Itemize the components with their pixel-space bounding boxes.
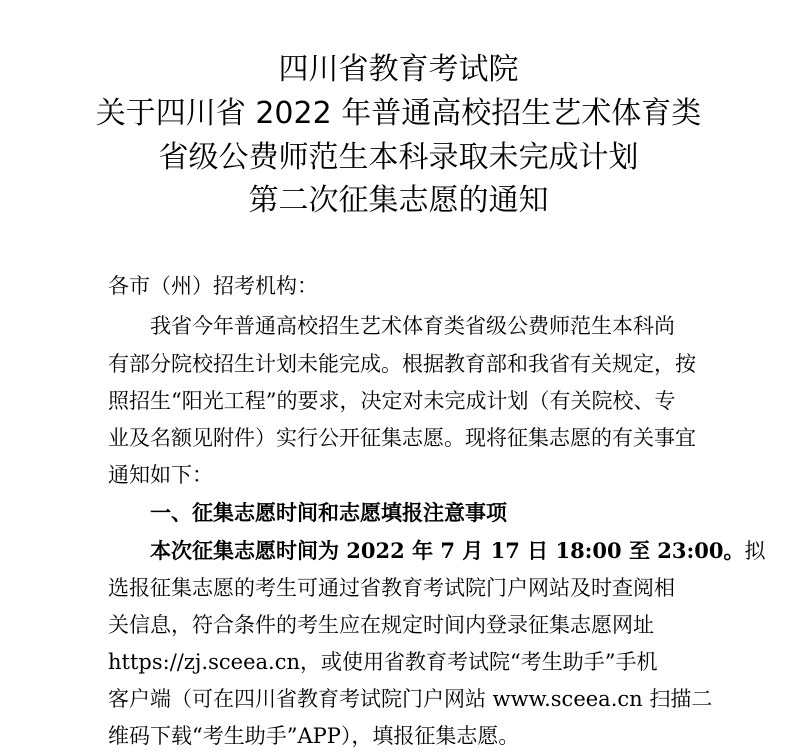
paragraph-2-line-4: https://zj.sceea.cn，或使用省教育考试院“考生助手”手机 <box>108 650 658 674</box>
paragraph-1-line-5: 通知如下： <box>108 463 213 487</box>
document-title-line-1: 四川省教育考试院 <box>278 52 519 87</box>
salutation: 各市（州）招考机构： <box>108 274 318 298</box>
document-title-line-4: 第二次征集志愿的通知 <box>248 183 549 218</box>
paragraph-1-line-3: 照招生“阳光工程”的要求，决定对未完成计划（有关院校、专 <box>108 389 676 413</box>
paragraph-1-line-2: 有部分院校招生计划未能完成。根据教育部和我省有关规定，按 <box>108 352 696 376</box>
paragraph-2-line-2: 选报征集志愿的考生可通过省教育考试院门户网站及时查阅相 <box>108 576 675 600</box>
paragraph-2-line-5: 客户端（可在四川省教育考试院门户网站 www.sceea.cn 扫描二 <box>108 687 713 711</box>
paragraph-1-line-4: 业及名额见附件）实行公开征集志愿。现将征集志愿的有关事宜 <box>108 426 696 450</box>
paragraph-1-line-1: 我省今年普通高校招生艺术体育类省级公费师范生本科尚 <box>150 314 675 338</box>
document-title-line-2: 关于四川省 2022 年普通高校招生艺术体育类 <box>95 96 702 131</box>
section-1-heading: 一、征集志愿时间和志愿填报注意事项 <box>150 501 507 525</box>
paragraph-2-line-1-rest: 拟 <box>744 539 766 563</box>
paragraph-2-line-3: 关信息，符合条件的考生应在规定时间内登录征集志愿网址 <box>108 613 654 637</box>
paragraph-2-line-6: 维码下载“考生助手”APP），填报征集志愿。 <box>108 724 520 748</box>
document-title-line-3: 省级公费师范生本科录取未完成计划 <box>158 140 639 175</box>
paragraph-2-line-1 <box>150 536 766 566</box>
exam-time-bold: 本次征集志愿时间为 2022 年 7 月 17 日 18:00 至 23:00。 <box>150 538 745 563</box>
